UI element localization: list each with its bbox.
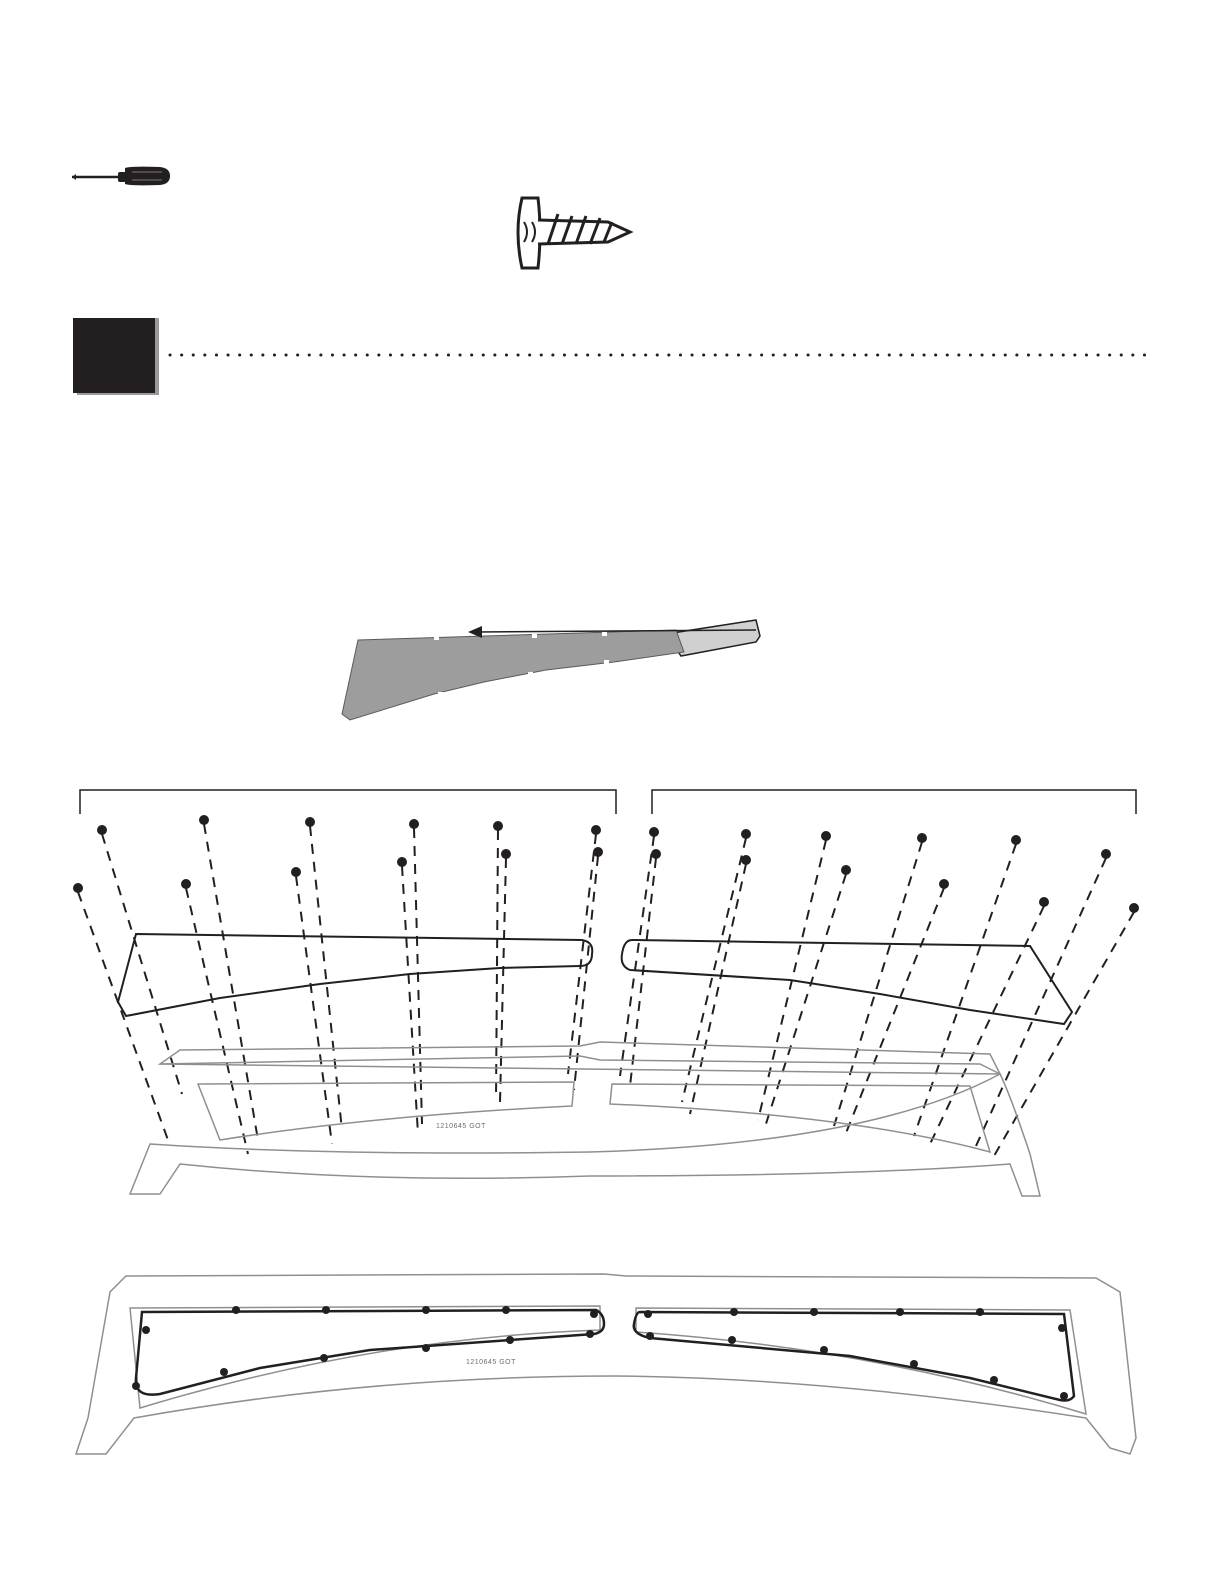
- gasket-right: [622, 940, 1072, 1024]
- assembled-frame-illustration: [70, 1268, 1160, 1468]
- roof-frame: [130, 1042, 1040, 1196]
- installed-gaskets: [136, 1310, 1074, 1401]
- step-divider-dotted-line: [168, 352, 1148, 358]
- gasket-left: [118, 934, 592, 1016]
- step-number-badge: [73, 318, 159, 395]
- exploded-assembly-illustration: [70, 784, 1160, 1214]
- part-code-label: 1210645 GOT: [436, 1123, 486, 1130]
- panel-slide-illustration: [336, 614, 768, 726]
- screw-icon: [512, 192, 636, 274]
- screw-set: [73, 815, 1139, 913]
- part-code-label-final: 1210645 GOT: [466, 1359, 516, 1366]
- screwdriver-icon: [70, 162, 174, 190]
